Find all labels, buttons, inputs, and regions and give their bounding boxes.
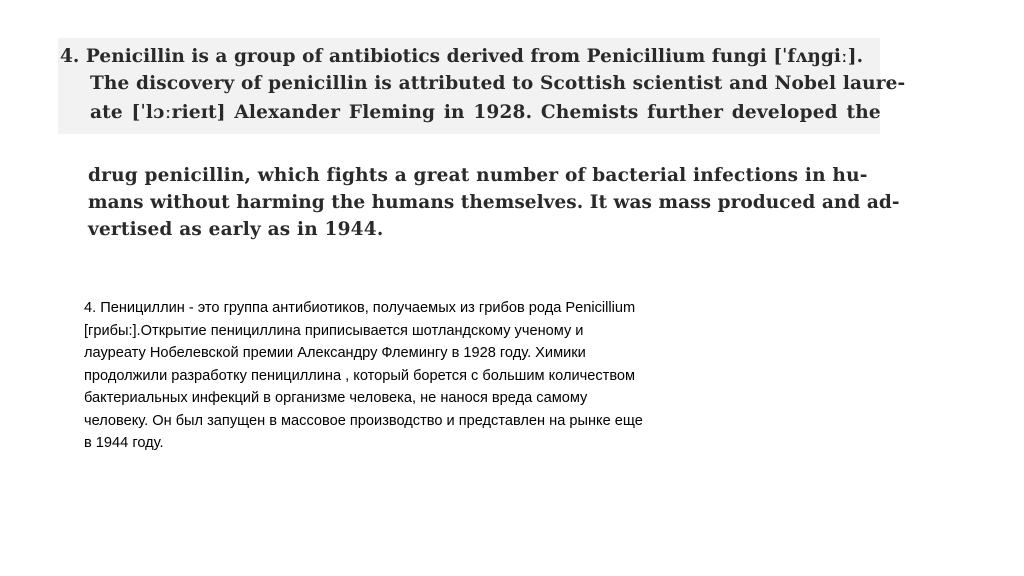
translation-line-6: человеку. Он был запущен в массовое производство и представлен на рынке еще — [84, 412, 643, 429]
scanned-line-5: mans without harming the humans themselves. It was mass produced and ad- — [88, 192, 900, 213]
translation-line-4: продолжили разработку пенициллина , который борется с большим количеством — [84, 367, 636, 384]
scanned-line-3: ate [ˈlɔːrieɪt] Alexander Fleming in 1928. Chemists further developed the — [90, 102, 881, 123]
translation-line-7: в 1944 году. — [84, 435, 164, 451]
scanned-line-6: vertised as early as in 1944. — [88, 219, 384, 240]
russian-translation — [84, 297, 764, 455]
translation-line-1: 4. Пенициллин - это группа антибиотиков, получаемых из грибов рода Penicillium — [84, 300, 636, 316]
scanned-line-1: 4. Penicillin is a group of antibiotics derived from Penicillium fungi [ˈfʌŋgiː]. — [60, 46, 864, 67]
scanned-line-2: The discovery of penicillin is attributed to Scottish scientist and Nobel laure- — [90, 73, 906, 94]
translation-line-5: бактериальных инфекций в организме человека, не нанося вреда самому — [84, 390, 588, 406]
translation-line-2: [грибы:].Открытие пенициллина приписывается шотландскому ученому и — [84, 322, 584, 339]
scanned-line-4: drug penicillin, which fights a great number of bacterial infections in hu- — [88, 165, 868, 186]
translation-line-3: лауреату Нобелевской премии Александру Флемингу в 1928 году. Химики — [84, 345, 586, 361]
